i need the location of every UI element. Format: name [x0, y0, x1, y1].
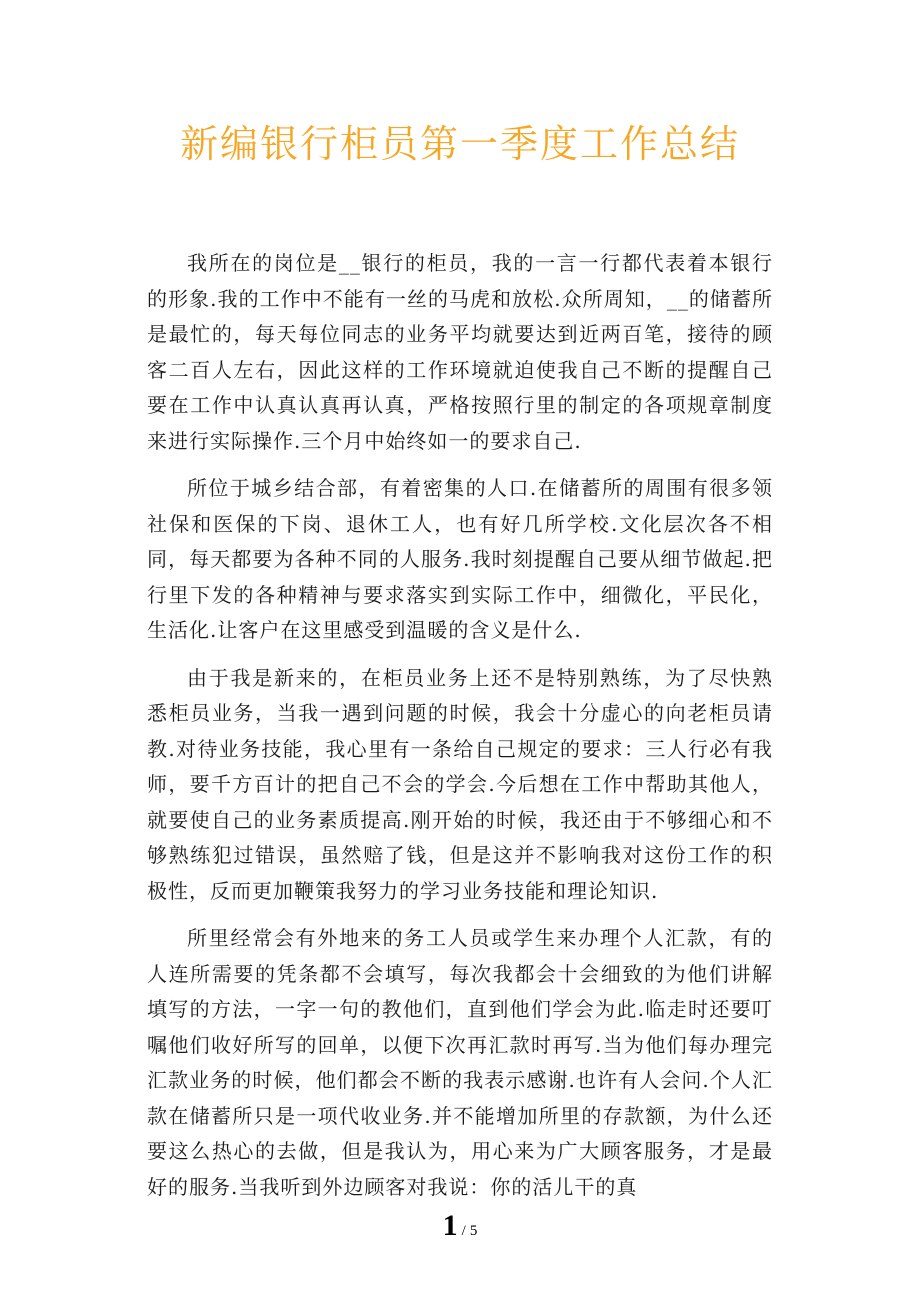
page-number [0, 1206, 920, 1246]
page-current: 1 [442, 1209, 458, 1242]
paragraph-2: 所位于城乡结合部，有着密集的人口.在储蓄所的周围有很多领社保和医保的下岗、退休工人，也有好几所学校.文化层次各不相同，每天都要为各种不同的人服务.我时刻提醒自己要从细节做起.把行里下发的各种精神与要求落实到实际工作中，细微化，平民化，生活化.让客户在这里感受到温暖的含义是什么. [147, 476, 773, 642]
paragraph-4: 所里经常会有外地来的务工人员或学生来办理个人汇款，有的人连所需要的凭条都不会填写，每次我都会十会细致的为他们讲解填写的方法，一字一句的教他们，直到他们学会为此.临走时还要叮嘱他们收好所写的回单，以便下次再汇款时再写.当为他们每办理完汇款业务的时候，他们都会不断的我表示感谢.也许有人会问.个人汇款在储蓄所只是一项代收业务.并不能增加所里的存款额，为什么还要这么热心的去做，但是我认为，用心来为广大顾客服务，才是最好的服务.当我听到外边顾客对我说：你的活儿干的真 [147, 926, 773, 1199]
page-separator: / [461, 1223, 466, 1239]
paragraph-3: 由于我是新来的，在柜员业务上还不是特别熟练，为了尽快熟悉柜员业务，当我一遇到问题的时候，我会十分虚心的向老柜员请教.对待业务技能，我心里有一条给自己规定的要求：三人行必有我师，要千方百计的把自己不会的学会.今后想在工作中帮助其他人，就要使自己的业务素质提高.刚开始的时候，我还由于不够细心和不够熟练犯过错误，虽然赔了钱，但是这并不影响我对这份工作的积极性，反而更加鞭策我努力的学习业务技能和理论知识. [147, 665, 773, 903]
page-total: 5 [469, 1223, 478, 1239]
document-title: 新编银行柜员第一季度工作总结 [179, 122, 740, 166]
document-body [147, 246, 773, 1217]
paragraph-1: 我所在的岗位是__银行的柜员，我的一言一行都代表着本银行的形象.我的工作中不能有一丝的马虎和放松.众所周知，__的储蓄所是最忙的，每天每位同志的业务平均就要达到近两百笔，接待的顾客二百人左右，因此这样的工作环境就迫使我自己不断的提醒自己要在工作中认真认真再认真，严格按照行里的制定的各项规章制度来进行实际操作.三个月中始终如一的要求自己. [147, 251, 773, 453]
